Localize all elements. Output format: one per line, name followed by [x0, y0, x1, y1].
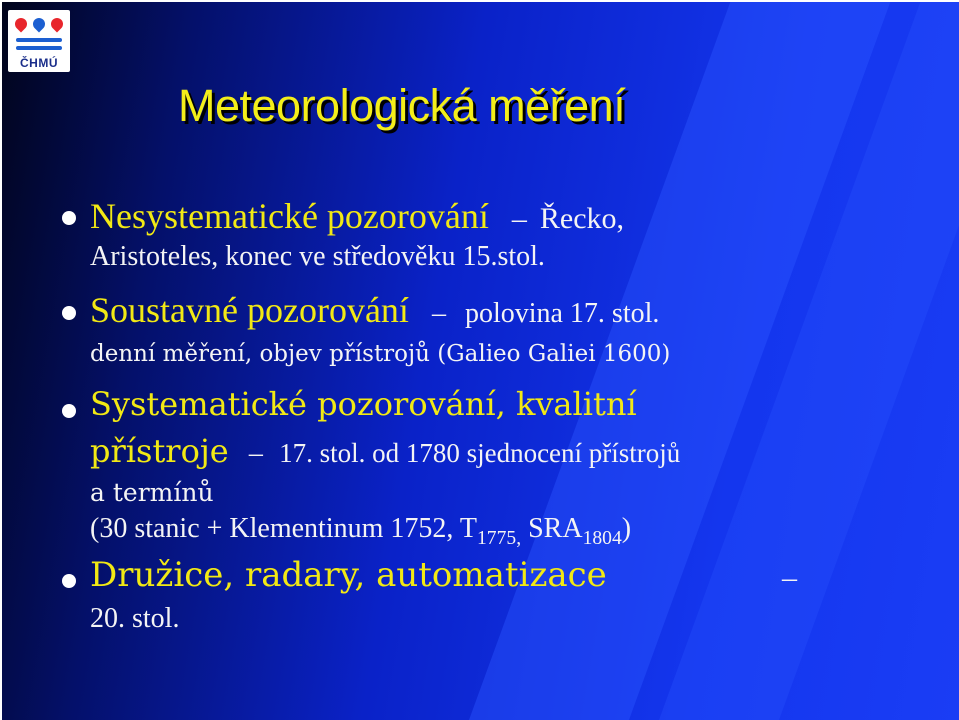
- logo-wave-icon: [16, 46, 62, 50]
- item-2-line-1: [90, 289, 659, 331]
- slide-border-left: [0, 0, 2, 720]
- item-4-dash: –: [782, 561, 797, 594]
- logo-wave-icon: [16, 38, 62, 42]
- bullet-icon: [62, 211, 76, 225]
- item-3-sub-1: 1775,: [477, 527, 522, 549]
- bullet-icon: [62, 574, 76, 588]
- item-4-detail: 20. stol.: [90, 603, 180, 634]
- bullet-icon: [62, 306, 76, 320]
- item-3-line-4: [90, 513, 631, 550]
- item-4-lead: Družice, radary, automatizace: [90, 555, 607, 595]
- item-3-detail: 17. stol. od 1780 sjednocení přístrojů: [279, 438, 681, 468]
- bullet-icon: [62, 404, 76, 418]
- item-2-line-2: denní měření, objev přístrojů (Galieo Galiei 1600): [90, 341, 671, 367]
- item-1-line-2: Aristoteles, konec ve středověku 15.stol.: [90, 241, 545, 272]
- slide-border-top: [0, 0, 959, 2]
- item-1-dash: –: [511, 202, 527, 235]
- item-3-lead-2: přístroje: [90, 432, 229, 470]
- slide-title: Meteorologická měření: [178, 80, 626, 131]
- item-3-detail-2: a termínů: [90, 478, 214, 507]
- item-3-sub-2: 1804: [582, 527, 622, 549]
- item-1-detail: Řecko,: [539, 202, 625, 235]
- item-3-dash: –: [248, 438, 263, 469]
- item-3-detail-3b: SRA: [521, 513, 583, 544]
- item-2-detail: polovina 17. stol.: [464, 298, 660, 329]
- item-1-line-1: [90, 195, 624, 237]
- item-3-detail-3a: (30 stanic + Klementinum 1752, T: [90, 513, 477, 544]
- item-3-line-2: [90, 432, 680, 470]
- logo-text: ČHMÚ: [20, 56, 58, 70]
- item-3-detail-3c: ): [621, 513, 632, 544]
- logo-drop-icon: [13, 16, 30, 33]
- logo-drop-icon: [49, 16, 66, 33]
- logo-drop-icon: [31, 16, 48, 33]
- item-1-lead: Nesystematické pozorování: [90, 196, 489, 236]
- item-3-lead-line-1: Systematické pozorování, kvalitní: [90, 385, 637, 423]
- item-2-dash: –: [431, 298, 446, 329]
- chmu-logo: [8, 10, 70, 72]
- item-2-lead: Soustavné pozorování: [90, 290, 409, 330]
